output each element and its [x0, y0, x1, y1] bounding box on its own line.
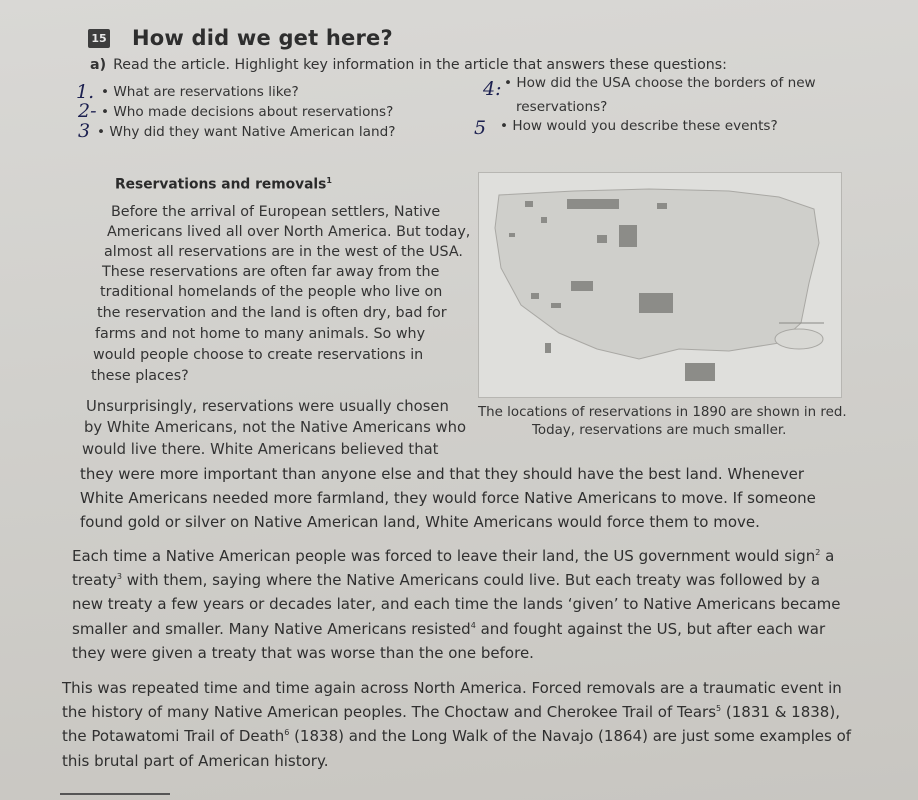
para2-line-1: Unsurprisingly, reservations were usually chosen	[86, 398, 449, 415]
intro-line-2: Americans lived all over North America. But today,	[107, 224, 471, 240]
intro-line-6: the reservation and the land is often dry, bad for	[97, 305, 447, 321]
footnote-marker: 4	[470, 620, 476, 630]
intro-line-7: farms and not home to many animals. So why	[95, 326, 426, 342]
handwritten-number-4: 4:	[483, 78, 502, 100]
handwritten-number-5: 5	[474, 117, 487, 139]
footnote-marker: 5	[716, 704, 722, 714]
reservations-map-1890	[478, 172, 842, 398]
map-caption-line-1: The locations of reservations in 1890 are shown in red.	[478, 405, 847, 420]
question-5: • How would you describe these events?	[500, 118, 778, 134]
question-3: • Why did they want Native American land?	[97, 124, 396, 140]
para2-continued: they were more important than anyone else and that they should have the best land. Whenever White Americans needed more farmland, they would force Native Americans to move. If someone found gold or silver on Native American land, White Americans would force them to move.	[80, 465, 816, 532]
question-1: • What are reservations like?	[101, 84, 299, 100]
intro-line-3: almost all reservations are in the west of the USA.	[104, 244, 463, 260]
footnote-marker: 2	[815, 548, 821, 557]
intro-line-5: traditional homelands of the people who live on	[100, 284, 443, 300]
handwritten-number-2: 2-	[78, 100, 97, 122]
page-number-badge: 15	[88, 29, 110, 48]
article-title: Reservations and removals$^1$	[115, 176, 332, 193]
task-letter: a)	[90, 57, 107, 73]
article-paragraph-4: This was repeated time and time again across North America. Forced removals are a traumatic event in the history of many Native American peoples. The Choctaw and Cherokee Trail of Tears$^5$ (1831 & 1838), the Potawatomi Trail of Death$^6$ (1838) and the Long Walk of the Navajo (1864) are just some examples of this brutal part of American history.	[62, 679, 852, 770]
question-4-continued: reservations?	[516, 99, 608, 115]
map-caption-line-2: Today, reservations are much smaller.	[532, 423, 787, 438]
page-edge-mark	[60, 793, 170, 795]
page-title: How did we get here?	[132, 26, 393, 50]
intro-line-8: would people choose to create reservations in	[93, 347, 424, 363]
para2-line-2: by White Americans, not the Native Americans who	[84, 419, 467, 436]
article-paragraph-3: Each time a Native American people was forced to leave their land, the US government would sign$^2$ a treaty$^3$ with them, saying where the Native Americans could live. But each treaty was followed by a new treaty a few years or decades later, and each time the lands ‘given’ to Native Americans became smaller and smaller. Many Native Americans resisted$^4$ and fought against the US, but after each war they were given a treaty that was worse than the one before.	[72, 547, 841, 662]
intro-line-9: these places?	[91, 368, 189, 384]
task-instruction-text: Read the article. Highlight key information in the article that answers these questions:	[113, 57, 727, 73]
intro-line-1: Before the arrival of European settlers, Native	[111, 204, 441, 220]
task-instruction	[90, 57, 727, 73]
handwritten-number-1: 1.	[76, 81, 95, 103]
usa-map-graphic	[479, 173, 841, 397]
question-4: • How did the USA choose the borders of new	[504, 75, 816, 91]
handwritten-number-3: 3	[78, 120, 91, 142]
footnote-marker: 1	[326, 176, 332, 185]
footnote-marker: 6	[284, 728, 290, 738]
intro-line-4: These reservations are often far away from the	[102, 264, 440, 280]
question-2: • Who made decisions about reservations?	[101, 104, 394, 120]
footnote-marker: 3	[116, 572, 122, 582]
para2-line-3: would live there. White Americans believed that	[82, 441, 439, 458]
